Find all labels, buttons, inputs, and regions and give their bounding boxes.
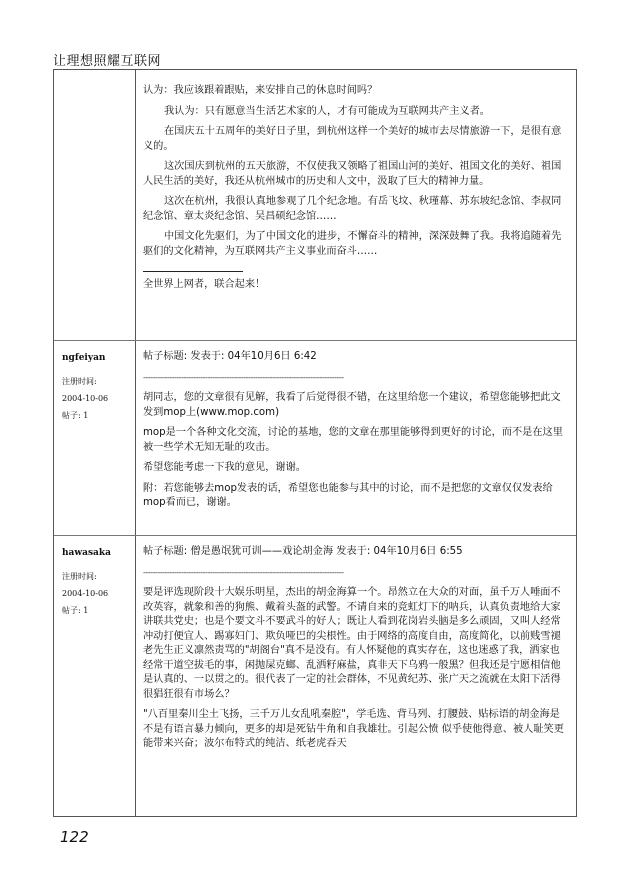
post-1-paragraph: 中国文化先驱们，为了中国文化的进步，不懈奋斗的精神，深深鼓舞了我。我将追随着先驱们的文化精神，为互联网共产主义事业而奋斗……: [143, 231, 562, 257]
post-2-reg-label: 注册时间:: [62, 377, 97, 386]
post-1-paragraph: 认为：我应该跟着跟贴，来安排自己的休息时间吗？: [143, 85, 378, 96]
post-2-paragraph: 胡同志，您的文章很有见解，我看了后觉得很不错，在这里给您一个建议，希望您能够把此文发到mop上(www.mop.com): [143, 392, 561, 418]
post-2-paragraph: 希望您能考虑一下我的意见，谢谢。: [143, 462, 306, 473]
post-1-paragraph: 在国庆五十五周年的美好日子里，到杭州这样一个美好的城市去尽情旅游一下，是很有意义的。: [143, 126, 562, 152]
post-3-user-info: [62, 545, 132, 619]
post-2-post-count: 帖子: 1: [62, 411, 89, 420]
signature-divider: [143, 271, 243, 272]
post-3-body: [143, 545, 568, 758]
page-number: 122: [60, 828, 89, 846]
post-1-paragraph: 这次在杭州，我很认真地参观了几个纪念地。有岳飞坟、秋瑾幕、苏东坡纪念馆、李叔同纪念馆、章太炎纪念馆、吴昌硕纪念馆……: [143, 196, 562, 222]
post-2-body: [143, 350, 568, 517]
post-2-username[interactable]: ngfeiyan: [62, 353, 106, 363]
post-2-paragraph: 附：若您能够去mop发表的话，希望您也能参与其中的讨论，而不是把您的文章仅仅发表给mop看而已，谢谢。: [143, 482, 553, 508]
post-1-paragraph: 我认为：只有愿意当生活艺术家的人，才有可能成为互联网共产主义者。: [164, 105, 490, 117]
post-row-3: [54, 535, 576, 818]
post-3-paragraph: "八百里秦川尘土飞扬，三千万儿女乱吼秦腔"，学毛选、背马列、打腰鼓、贴标语的胡金海是不是有语言暴力倾向，更多的却是死钻牛角和自我雄壮。引起公愤 似乎使他得意、被人耻笑更能带来兴奋；波尔布特式的纯洁、纸老虎吞天: [143, 709, 564, 749]
post-row-2: [54, 340, 576, 538]
post-row-1: [54, 70, 576, 350]
post-2-subject: 帖子标题: 发表于: 04年10月6日 6:42: [143, 351, 317, 362]
post-2-paragraph: mop是一个各种文化交流，讨论的基地，您的文章在那里能够得到更好的讨论，而不是在这里被一些学术无知无耻的攻击。: [143, 427, 563, 453]
post-3-reg-label: 注册时间:: [62, 572, 97, 581]
post-3-separator: ------------------------------------------------------------------------------------: [143, 567, 344, 577]
page-header-title: 让理想照耀互联网: [53, 54, 162, 69]
post-1-paragraph: 这次国庆到杭州的五天旅游，不仅使我又领略了祖国山河的美好、祖国文化的美好、祖国人民生活的美好，我还从杭州城市的历史和人文中，汲取了巨大的精神力量。: [143, 161, 562, 187]
post-1-signature: 全世界上网者，联合起来！: [143, 279, 266, 290]
post-2-user-info: [62, 350, 132, 424]
post-3-post-count: 帖子: 1: [62, 606, 89, 615]
post-3-paragraph: 要是评选现阶段十大娱乐明星，杰出的胡金海算一个。昂然立在大众的对面，虽千万人唾面不改英容，就象和善的狗熊、戴着头盔的武警。不请自来的竞虹灯下的呐兵，认真负责地给大家讲联共党史；也是个要文斗不要武斗的好人；既让人看到花岗岩头脑是多么顽固，又叫人经常冲动打便宜人、踢寡妇门、欺负哑巴的尖根性。由于网络的高度自由，高度简化，以前贱雪褪老先生正义凛然责骂的"胡阁台"真不是没有。有人怀疑他的真实存在，这也迷惑了我，洒家也经常干道空拔毛的事，闲抛屎克螂、乱洒籽麻盐，真非天下乌鸦一般黑？但我还是宁愿相信他是认真的、一以贯之的。很代表了一定的社会群体，不见黄纪苏、张广天之流就在太阳下活得很猖狂很有市场么？: [143, 587, 561, 700]
forum-thread-table: [53, 69, 577, 817]
post-3-username[interactable]: hawasaka: [62, 548, 111, 558]
post-3-subject: 帖子标题: 僧是愚氓犹可训——戏论胡金海 发表于: 04年10月6日 6:55: [143, 546, 463, 557]
post-2-separator: ------------------------------------------------------------------------------------: [143, 372, 344, 382]
post-1-body: [143, 84, 568, 299]
post-3-reg-date: 2004-10-06: [62, 589, 109, 598]
post-2-reg-date: 2004-10-06: [62, 394, 109, 403]
